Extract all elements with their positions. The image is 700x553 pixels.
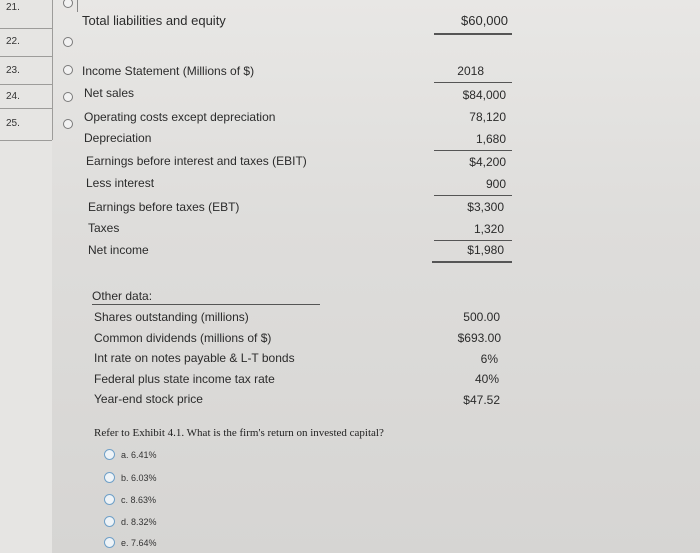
subtotal-underline [434, 240, 512, 241]
question-prompt: Refer to Exhibit 4.1. What is the firm's return on invested capital? [94, 427, 384, 439]
answer-radio-b[interactable] [104, 472, 115, 483]
answer-label-d[interactable]: d. 8.32% [121, 517, 157, 527]
question-status-radio[interactable] [63, 92, 73, 102]
income-statement-header: Income Statement (Millions of $) [82, 64, 255, 78]
income-row-value: $4,200 [469, 155, 506, 169]
income-row-label: Depreciation [84, 131, 152, 145]
question-number[interactable]: 22. [6, 36, 20, 47]
income-row-label: Operating costs except depreciation [84, 110, 276, 124]
income-row-value: $1,980 [467, 243, 504, 257]
other-data-label: Federal plus state income tax rate [94, 372, 275, 386]
other-data-value: 40% [474, 372, 499, 386]
question-number[interactable]: 24. [6, 91, 20, 102]
question-status-radio[interactable] [63, 37, 73, 47]
other-data-label: Int rate on notes payable & L-T bonds [94, 351, 295, 365]
year-underline [434, 82, 512, 83]
other-data-value: 6% [480, 352, 498, 366]
answer-radio-a[interactable] [104, 449, 115, 460]
question-status-radio[interactable] [63, 0, 73, 8]
answer-radio-c[interactable] [104, 494, 115, 505]
income-row-label: Earnings before taxes (EBT) [88, 200, 240, 214]
gutter-divider [0, 56, 52, 57]
subtotal-underline [434, 195, 512, 196]
question-number[interactable]: 25. [6, 118, 20, 129]
answer-label-a[interactable]: a. 6.41% [121, 450, 157, 460]
income-row-value: $3,300 [467, 200, 504, 214]
answer-radio-d[interactable] [104, 516, 115, 527]
income-row-label: Less interest [86, 176, 155, 190]
income-row-label: Net sales [84, 86, 135, 100]
answer-label-b[interactable]: b. 6.03% [121, 473, 157, 483]
answer-radio-e[interactable] [104, 537, 115, 548]
gutter-divider [52, 0, 53, 140]
subtotal-underline [434, 150, 512, 151]
content-divider [77, 0, 78, 12]
income-statement-year: 2018 [457, 64, 484, 78]
double-underline [432, 261, 512, 263]
gutter-divider [0, 28, 52, 29]
gutter-divider [0, 140, 52, 141]
double-underline [434, 33, 512, 35]
gutter-divider [0, 108, 52, 109]
other-data-label: Common dividends (millions of $) [94, 331, 272, 345]
income-row-label: Earnings before interest and taxes (EBIT) [86, 154, 307, 168]
question-status-radio[interactable] [63, 119, 73, 129]
total-liabilities-value: $60,000 [461, 13, 508, 28]
income-row-label: Taxes [88, 221, 120, 235]
other-data-value: 500.00 [463, 310, 500, 324]
answer-label-c[interactable]: c. 8.63% [121, 495, 157, 505]
other-data-value: $693.00 [457, 331, 501, 345]
question-number[interactable]: 23. [6, 65, 20, 76]
total-liabilities-label: Total liabilities and equity [82, 13, 226, 28]
gutter-divider [0, 84, 52, 85]
income-row-value: 900 [485, 177, 506, 191]
income-row-value: 1,680 [475, 132, 506, 146]
answer-label-e[interactable]: e. 7.64% [121, 538, 157, 548]
other-data-label: Year-end stock price [94, 392, 203, 406]
other-data-value: $47.52 [463, 393, 500, 407]
other-data-label: Shares outstanding (millions) [94, 310, 249, 324]
other-data-underline [92, 304, 320, 305]
income-row-value: 1,320 [473, 222, 504, 236]
income-row-label: Net income [88, 243, 149, 257]
question-status-radio[interactable] [63, 65, 73, 75]
question-number[interactable]: 21. [6, 2, 20, 13]
other-data-header: Other data: [92, 289, 153, 303]
question-number-gutter [0, 0, 52, 553]
income-row-value: 78,120 [469, 110, 506, 124]
income-row-value: $84,000 [462, 88, 506, 102]
